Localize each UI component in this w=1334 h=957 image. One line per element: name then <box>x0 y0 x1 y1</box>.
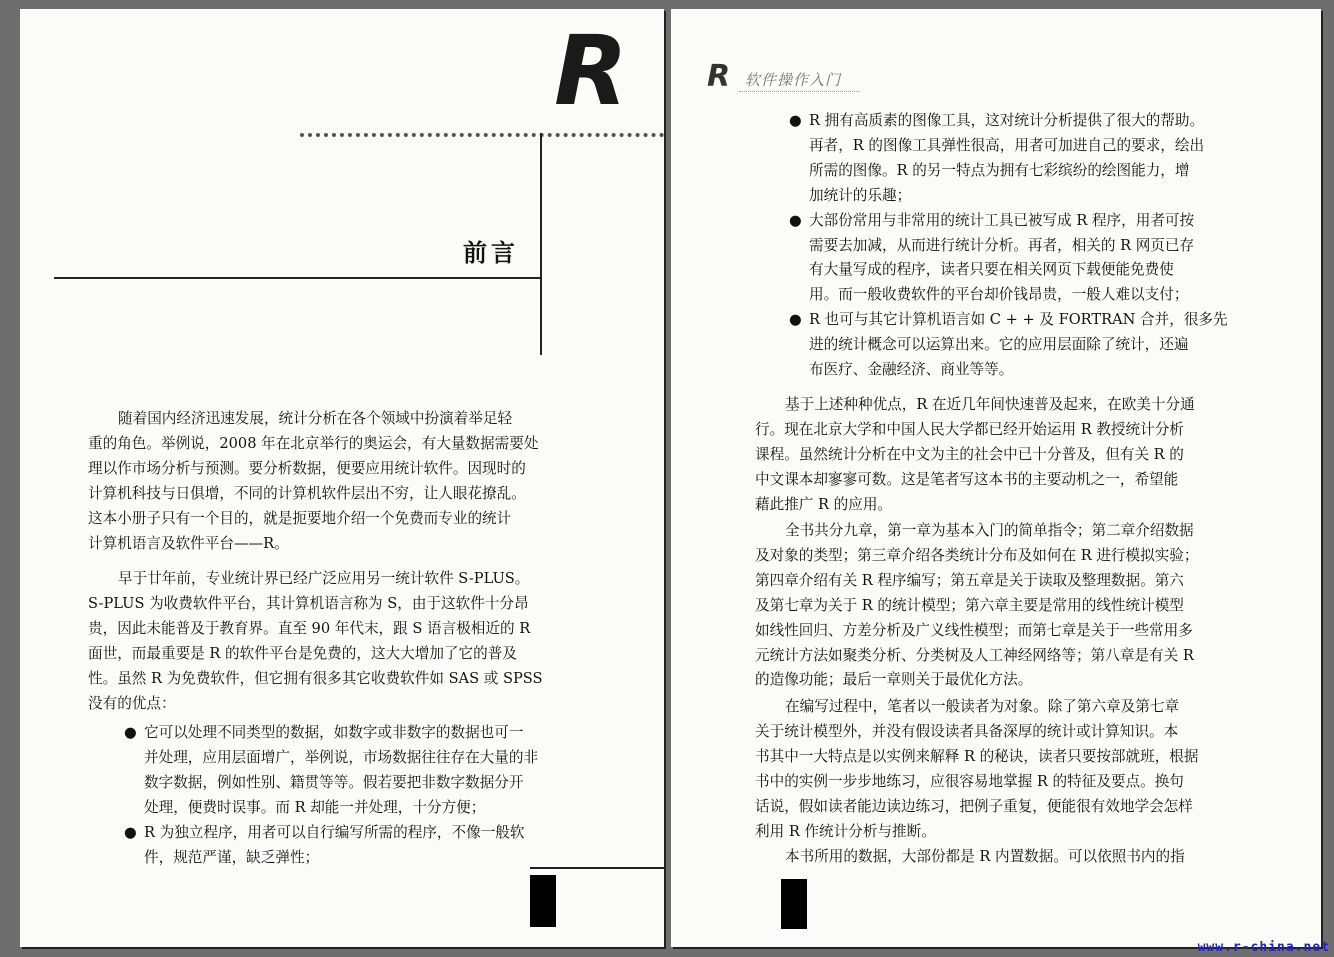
text-line: 并处理，应用层面增广，举例说，市场数据往往存在大量的非 <box>144 748 539 766</box>
running-header-letter: R <box>707 59 731 94</box>
text-line: 藉此推广 R 的应用。 <box>755 495 893 513</box>
list-item <box>789 109 1259 209</box>
text-line: 所需的图像。R 的另一特点为拥有七彩缤纷的绘图能力，增 <box>809 161 1190 179</box>
text-line: 有大量写成的程序，读者只要在相关网页下载便能免费使 <box>809 261 1174 279</box>
text-line: 计算机语言及软件平台——R。 <box>88 534 289 552</box>
bullet-dot-icon: ● <box>124 823 137 841</box>
text-line: 件，规范严谨，缺乏弹性； <box>144 848 320 866</box>
text-line: 基于上述种种优点，R 在近几年间快速普及起来，在欧美十分通 <box>785 396 1195 413</box>
text-line: 用。而一般收费软件的平台却价钱昂贵，一般人难以支付； <box>809 286 1189 304</box>
text-line: 需要去加减，从而进行统计分析。再者，相关的 R 网页已存 <box>809 236 1195 254</box>
text-line: 数字数据，例如性别、籍贯等等。假若要把非数字数据分开 <box>144 773 524 791</box>
text-line: 及对象的类型；第三章介绍各类统计分布及如何在 R 进行模拟实验； <box>755 546 1199 564</box>
text-line: 没有的优点： <box>88 694 176 712</box>
text-line: 本书所用的数据，大部份都是 R 内置数据。可以依照书内的指 <box>785 848 1185 865</box>
page-thumb-tab <box>781 879 807 929</box>
title-rule <box>54 277 542 279</box>
text-line: 处理，便费时误事。而 R 却能一并处理，十分方便； <box>144 798 486 816</box>
text-line: 行。现在北京大学和中国人民大学都已经开始运用 R 教授统计分析 <box>755 420 1184 438</box>
right-page <box>671 9 1321 947</box>
page-thumb-tab <box>530 875 556 927</box>
text-line: 话说，假如读者能边读边练习，把例子重复，便能很有效地学会怎样 <box>755 797 1193 815</box>
text-line: 进的统计概念可以运算出来。它的应用层面除了统计，还遍 <box>809 336 1189 354</box>
text-line: 如线性回归、方差分析及广义线性模型；而第七章是关于一些常用多 <box>755 621 1193 639</box>
text-line: 布医疗、金融经济、商业等等。 <box>809 361 1014 379</box>
text-line: S-PLUS 为收费软件平台，其计算机语言称为 S，由于这软件十分昂 <box>88 594 529 612</box>
text-line: 再者，R 的图像工具弹性很高，用者可加进自己的要求，绘出 <box>809 136 1205 154</box>
text-line: 计算机科技与日俱增，不同的计算机软件层出不穷，让人眼花撩乱。 <box>88 484 526 502</box>
header-rule <box>739 91 859 92</box>
bullet-dot-icon: ● <box>124 724 137 741</box>
text-line: 随着国内经济迅速发展，统计分析在各个领域中扮演着举足轻 <box>118 410 513 427</box>
list-item <box>789 308 1259 383</box>
text-line: 加统计的乐趣； <box>809 186 912 204</box>
text-line: 的造像功能；最后一章则关于最优化方法。 <box>755 671 1033 689</box>
text-line: 及第七章为关于 R 的统计模型；第六章主要是常用的线性统计模型 <box>755 596 1184 614</box>
text-line: 早于廿年前，专业统计界已经广泛应用另一统计软件 S-PLUS。 <box>118 570 530 587</box>
text-line: 大部份常用与非常用的统计工具已被写成 R 程序，用者可按 <box>809 211 1195 229</box>
text-line: 贵，因此未能普及于教育界。直至 90 年代末，跟 S 语言极相近的 R <box>88 619 531 637</box>
text-line: 书其中一大特点是以实例来解释 R 的秘诀，读者只要按部就班，根据 <box>755 747 1199 765</box>
list-item <box>124 721 584 821</box>
text-line: 它可以处理不同类型的数据，如数字或非数字的数据也可一 <box>144 724 524 741</box>
paragraph <box>755 519 1255 693</box>
preface-title: 前言 <box>463 239 519 267</box>
dotted-rule <box>300 133 664 137</box>
bullet-dot-icon: ● <box>789 211 802 229</box>
text-line: 第四章介绍有关 R 程序编写；第五章是关于读取及整理数据。第六 <box>755 571 1184 589</box>
bullet-list <box>124 721 584 870</box>
text-line: 在编写过程中，笔者以一般读者为对象。除了第六章及第七章 <box>785 698 1180 715</box>
text-line: R 为独立程序，用者可以自行编写所需的程序，不像一般软 <box>144 823 525 841</box>
text-line: 关于统计模型外，并没有假设读者具备深厚的统计或计算知识。本 <box>755 722 1179 740</box>
chapter-big-letter: R <box>554 15 626 127</box>
corner-rule <box>530 867 664 869</box>
text-line: 理以作市场分析与预测。要分析数据，便要应用统计软件。因现时的 <box>88 459 526 477</box>
text-line: 课程。虽然统计分析在中文为主的社会中已十分普及，但有关 R 的 <box>755 445 1184 463</box>
text-line: 元统计方法如聚类分析、分类树及人工神经网络等；第八章是有关 R <box>755 646 1194 664</box>
text-line: 性。虽然 R 为免费软件，但它拥有很多其它收费软件如 SAS 或 SPSS <box>88 669 543 687</box>
text-line: 这本小册子只有一个目的，就是扼要地介绍一个免费而专业的统计 <box>88 509 512 527</box>
text-line: 全书共分九章，第一章为基本入门的简单指令；第二章介绍数据 <box>785 522 1194 539</box>
list-item <box>124 821 584 871</box>
left-page <box>20 9 664 947</box>
bullet-dot-icon: ● <box>789 112 802 129</box>
bullet-list <box>789 109 1259 383</box>
text-line: 重的角色。举例说，2008 年在北京举行的奥运会，有大量数据需要处 <box>88 434 539 452</box>
text-line: 面世，而最重要是 R 的软件平台是免费的，这大大增加了它的普及 <box>88 644 517 662</box>
site-watermark: www.r-china.net <box>1197 940 1330 955</box>
paragraph <box>755 695 1255 844</box>
paragraph <box>755 393 1255 518</box>
list-item <box>789 209 1259 309</box>
vertical-rule <box>540 133 542 355</box>
paragraph <box>755 845 1255 870</box>
text-line: 利用 R 作统计分析与推断。 <box>755 822 936 840</box>
paragraph <box>88 407 586 556</box>
text-line: R 拥有高质素的图像工具，这对统计分析提供了很大的帮助。 <box>809 112 1205 129</box>
text-line: R 也可与其它计算机语言如 C + + 及 FORTRAN 合并，很多先 <box>809 311 1228 329</box>
running-header-title: 软件操作入门 <box>745 71 842 89</box>
paragraph <box>88 567 586 716</box>
bullet-dot-icon: ● <box>789 311 802 329</box>
text-line: 书中的实例一步步地练习，应很容易地掌握 R 的特征及要点。换句 <box>755 772 1184 790</box>
text-line: 中文课本却寥寥可数。这是笔者写这本书的主要动机之一，希望能 <box>755 470 1179 488</box>
